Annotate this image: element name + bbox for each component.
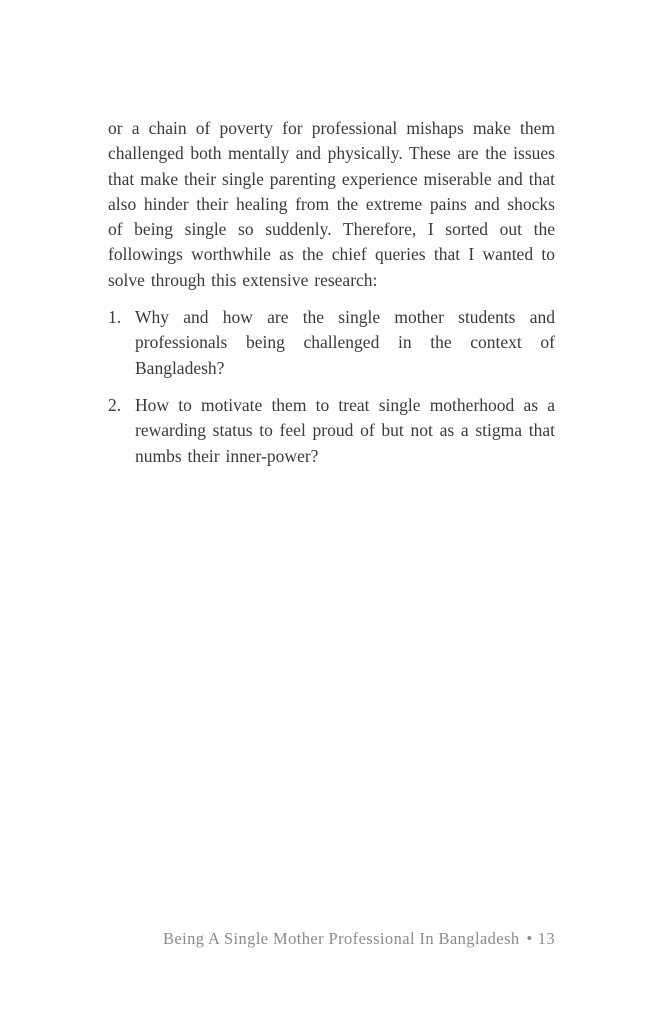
list-item-number: 1.: [108, 307, 122, 328]
footer-page-number: 13: [537, 929, 555, 948]
list-item: [108, 393, 555, 469]
page-content: [108, 116, 555, 469]
footer-book-title: Being A Single Mother Professional In Bangladesh: [163, 929, 520, 948]
list-item: [108, 305, 555, 381]
page-footer: [108, 928, 555, 950]
footer-bullet-separator: •: [526, 929, 533, 948]
research-question-list: [108, 305, 555, 469]
body-paragraph: or a chain of poverty for professional mishaps make them challenged both mentally and physically. These are the issues that make their single parenting experience miserable and that also hinder their healing from the extreme pains and shocks of being single so suddenly. Therefore, I sorted out the followings worthwhile as the chief queries that I wanted to solve through this extensive research:: [108, 118, 555, 290]
list-item-text: How to motivate them to treat single motherhood as a rewarding status to feel proud of but not as a stigma that numbs their inner-power?: [135, 394, 555, 466]
list-item-text: Why and how are the single mother students and professionals being challenged in the context of Bangladesh?: [135, 307, 555, 378]
list-item-number: 2.: [108, 394, 122, 415]
